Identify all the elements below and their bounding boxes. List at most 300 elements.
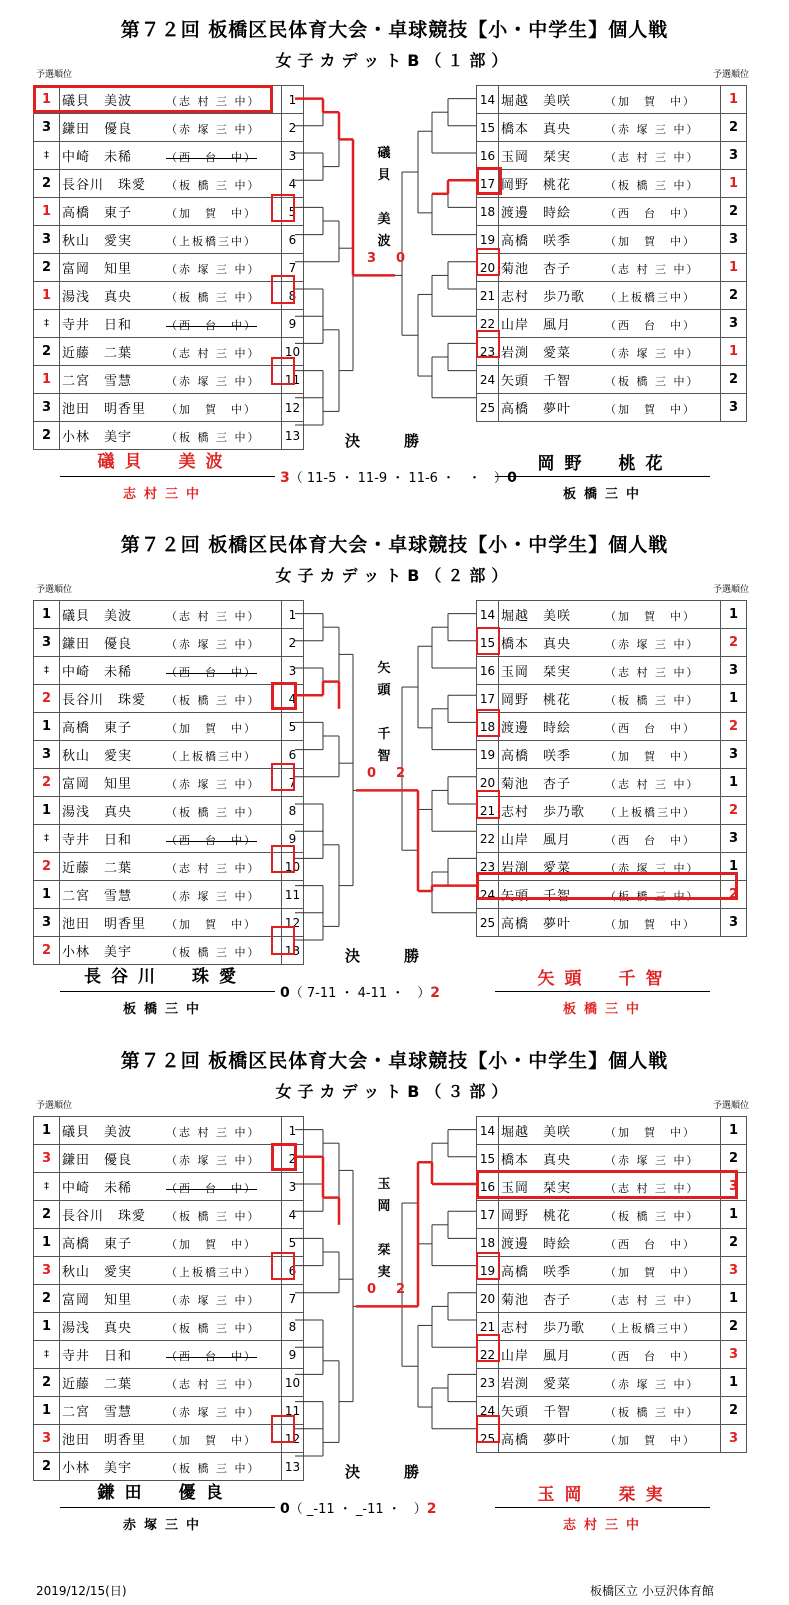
prelim-rank: 1 — [34, 713, 60, 741]
prelim-rank: 2 — [34, 254, 60, 282]
player-name: 湯浅 真央 — [62, 1321, 133, 1336]
draw-number: 17 — [477, 1201, 499, 1229]
prelim-rank: 3 — [721, 394, 747, 422]
draw-number: 25 — [477, 1425, 499, 1453]
player-school: （赤 塚 三 中） — [166, 1154, 261, 1167]
player-name: 山岸 風月 — [501, 1349, 572, 1364]
player-name: 池田 明香里 — [62, 402, 147, 417]
prelim-rank: 1 — [34, 86, 60, 114]
player-name: 二宮 雪慧 — [62, 374, 133, 389]
player-name: 岩渕 愛菜 — [501, 346, 572, 361]
draw-number: 8 — [282, 282, 304, 310]
draw-number: 7 — [282, 254, 304, 282]
player-school: （板 橋 三 中） — [166, 1322, 261, 1335]
prelim-rank: 3 — [721, 909, 747, 937]
draw-number: 3 — [282, 142, 304, 170]
draw-number: 24 — [477, 881, 499, 909]
player-name: 池田 明香里 — [62, 1433, 147, 1448]
player-school: （志 村 三 中） — [166, 1378, 261, 1391]
player-school: （加 賀 中） — [605, 403, 696, 416]
player-name: 礒貝 美波 — [62, 1125, 133, 1140]
player-school: （赤 塚 三 中） — [166, 890, 261, 903]
player-school: （赤 塚 三 中） — [605, 347, 700, 360]
player-name: 山岸 風月 — [501, 833, 572, 848]
draw-number: 23 — [477, 853, 499, 881]
champion-char: 千 — [377, 727, 391, 742]
prelim-rank: 2 — [34, 170, 60, 198]
player-name: 長谷川 珠愛 — [62, 1209, 147, 1224]
right-finalist-school: 志村三中 — [562, 1518, 647, 1533]
champion-char: 美 — [377, 212, 391, 227]
division-subtitle: 女子カデットB（２部） — [275, 566, 514, 585]
prelim-rank: 3 — [721, 310, 747, 338]
draw-number: 24 — [477, 366, 499, 394]
prelim-rank: 2 — [721, 797, 747, 825]
division-subtitle: 女子カデットB（３部） — [275, 1082, 514, 1101]
draw-number: 13 — [282, 937, 304, 965]
player-name: 中崎 未稀 — [62, 665, 133, 680]
player-school: （加 賀 中） — [605, 1434, 696, 1447]
draw-number: 21 — [477, 797, 499, 825]
prelim-rank: 1 — [34, 1313, 60, 1341]
divider — [495, 476, 710, 477]
prelim-rank: 1 — [34, 1117, 60, 1145]
prelim-rank: 3 — [721, 226, 747, 254]
player-name: 二宮 雪慧 — [62, 889, 133, 904]
final-label: 決勝 — [345, 947, 464, 965]
player-school: （西 台 中） — [605, 834, 696, 847]
player-name: 橋本 真央 — [501, 1153, 572, 1168]
prelim-rank: 1 — [721, 1285, 747, 1313]
player-school: （西 台 中） — [166, 151, 257, 164]
prelim-rank: 2 — [721, 366, 747, 394]
player-name: 堀越 美咲 — [501, 1125, 572, 1140]
draw-number: 6 — [282, 226, 304, 254]
rank-header: 予選順位 — [713, 1101, 750, 1111]
player-school: （志 村 三 中） — [605, 778, 700, 791]
semi-score-left: 3 — [367, 250, 377, 266]
player-school: （上板橋三中） — [605, 1322, 696, 1335]
player-name: 矢頭 千智 — [501, 1405, 572, 1420]
draw-number: 21 — [477, 282, 499, 310]
champion-char: 玉 — [377, 1177, 391, 1192]
prelim-rank: 2 — [721, 1397, 747, 1425]
prelim-rank: 2 — [34, 937, 60, 965]
draw-number: 25 — [477, 394, 499, 422]
final-score — [280, 467, 517, 486]
prelim-rank: 2 — [721, 629, 747, 657]
player-name: 岡野 桃花 — [501, 178, 572, 193]
draw-number: 4 — [282, 685, 304, 713]
champion-vertical-name — [374, 1174, 394, 1284]
draw-number: 6 — [282, 1257, 304, 1285]
player-school: （板 橋 三 中） — [605, 1210, 700, 1223]
right-finalist-school: 板橋三中 — [562, 1002, 647, 1017]
semi-score-left: 0 — [367, 765, 377, 781]
prelim-rank: 1 — [34, 198, 60, 226]
player-school: （加 賀 中） — [166, 722, 257, 735]
prelim-rank: 1 — [34, 1229, 60, 1257]
draw-number: 18 — [477, 713, 499, 741]
player-name: 渡邊 時絵 — [501, 1237, 572, 1252]
prelim-rank: 3 — [721, 657, 747, 685]
final-right-score: 2 — [430, 985, 441, 1001]
player-school: （西 台 中） — [166, 666, 257, 679]
champion-char: 矢 — [377, 661, 391, 676]
player-name: 高橋 東子 — [62, 206, 133, 221]
divider — [60, 1507, 275, 1508]
player-name: 高橋 東子 — [62, 721, 133, 736]
player-school: （加 賀 中） — [605, 235, 696, 248]
player-school: （志 村 三 中） — [605, 1182, 700, 1195]
draw-number: 3 — [282, 1173, 304, 1201]
prelim-rank: 3 — [34, 741, 60, 769]
player-name: 小林 美宇 — [62, 945, 133, 960]
prelim-rank: 3 — [721, 825, 747, 853]
prelim-rank: ‡ — [34, 657, 60, 685]
page-title: 第７２回 板橋区民体育大会・卓球競技【小・中学生】個人戦 — [120, 534, 669, 556]
player-school: （加 賀 中） — [605, 750, 696, 763]
player-name: 富岡 知里 — [62, 262, 133, 277]
player-name: 矢頭 千智 — [501, 374, 572, 389]
right-finalist-school: 板橋三中 — [562, 487, 647, 502]
player-name: 玉岡 栞実 — [501, 1181, 572, 1196]
prelim-rank: 2 — [34, 338, 60, 366]
final-left-score: 3 — [280, 470, 290, 486]
player-name: 菊池 杏子 — [501, 1293, 572, 1308]
prelim-rank: 1 — [34, 1397, 60, 1425]
prelim-rank: 2 — [721, 1313, 747, 1341]
draw-number: 23 — [477, 1369, 499, 1397]
prelim-rank: 2 — [721, 282, 747, 310]
rank-header: 予選順位 — [36, 70, 73, 80]
prelim-rank: 1 — [34, 282, 60, 310]
prelim-rank: 2 — [721, 1229, 747, 1257]
draw-number: 13 — [282, 422, 304, 450]
prelim-rank: 2 — [34, 769, 60, 797]
draw-number: 4 — [282, 1201, 304, 1229]
divider — [60, 476, 275, 477]
draw-number: 14 — [477, 1117, 499, 1145]
player-name: 礒貝 美波 — [62, 94, 133, 109]
champion-char: 波 — [377, 234, 391, 249]
player-school: （赤 塚 三 中） — [166, 778, 261, 791]
prelim-rank: 2 — [34, 853, 60, 881]
prelim-rank: ‡ — [34, 1341, 60, 1369]
final-score — [280, 1498, 437, 1517]
prelim-rank: 3 — [721, 1425, 747, 1453]
player-school: （赤 塚 三 中） — [605, 862, 700, 875]
player-name: 秋山 愛実 — [62, 749, 133, 764]
player-school: （板 橋 三 中） — [166, 1210, 261, 1223]
draw-number: 1 — [282, 601, 304, 629]
player-school: （加 賀 中） — [605, 610, 696, 623]
final-score — [280, 982, 440, 1001]
player-name: 鎌田 優良 — [62, 1153, 133, 1168]
draw-number: 18 — [477, 198, 499, 226]
player-name: 志村 歩乃歌 — [501, 1321, 586, 1336]
final-right-score: 2 — [426, 1501, 437, 1517]
player-name: 富岡 知里 — [62, 1293, 133, 1308]
player-name: 寺井 日和 — [62, 318, 133, 333]
player-name: 近藤 二葉 — [62, 346, 133, 361]
prelim-rank: 1 — [721, 769, 747, 797]
prelim-rank: 2 — [34, 422, 60, 450]
draw-number: 16 — [477, 657, 499, 685]
divider — [495, 991, 710, 992]
prelim-rank: 3 — [721, 1257, 747, 1285]
draw-number: 16 — [477, 142, 499, 170]
prelim-rank: 1 — [34, 601, 60, 629]
rank-header: 予選順位 — [713, 70, 750, 80]
page-title: 第７２回 板橋区民体育大会・卓球競技【小・中学生】個人戦 — [120, 1050, 669, 1072]
player-name: 長谷川 珠愛 — [62, 178, 147, 193]
rank-header: 予選順位 — [713, 585, 750, 595]
champion-char: 礒 — [377, 146, 391, 161]
right-finalist: 玉岡 栞実 — [537, 1485, 673, 1505]
player-school: （板 橋 三 中） — [166, 1462, 261, 1475]
player-school: （加 賀 中） — [605, 1126, 696, 1139]
player-school: （上板橋三中） — [166, 235, 257, 248]
player-name: 志村 歩乃歌 — [501, 290, 586, 305]
draw-number: 3 — [282, 657, 304, 685]
champion-vertical-name — [374, 658, 394, 768]
champion-char: 実 — [377, 1265, 391, 1280]
draw-number: 2 — [282, 114, 304, 142]
player-name: 寺井 日和 — [62, 1349, 133, 1364]
prelim-rank: 3 — [34, 226, 60, 254]
player-school: （加 賀 中） — [605, 918, 696, 931]
draw-number: 20 — [477, 254, 499, 282]
player-name: 渡邊 時絵 — [501, 206, 572, 221]
draw-number: 4 — [282, 170, 304, 198]
player-name: 中崎 未稀 — [62, 1181, 133, 1196]
player-school: （上板橋三中） — [166, 1266, 257, 1279]
player-school: （板 橋 三 中） — [605, 1406, 700, 1419]
prelim-rank: 3 — [721, 1341, 747, 1369]
final-right-score: 0 — [507, 470, 517, 486]
prelim-rank: 3 — [34, 629, 60, 657]
player-school: （板 橋 三 中） — [605, 179, 700, 192]
player-name: 山岸 風月 — [501, 318, 572, 333]
player-school: （赤 塚 三 中） — [605, 638, 700, 651]
player-name: 富岡 知里 — [62, 777, 133, 792]
player-school: （上板橋三中） — [166, 750, 257, 763]
draw-number: 25 — [477, 909, 499, 937]
draw-number: 8 — [282, 1313, 304, 1341]
player-school: （志 村 三 中） — [166, 347, 261, 360]
draw-number: 12 — [282, 909, 304, 937]
player-name: 高橋 夢叶 — [501, 917, 572, 932]
prelim-rank: 1 — [721, 853, 747, 881]
player-school: （板 橋 三 中） — [166, 694, 261, 707]
player-school: （赤 塚 三 中） — [166, 1294, 261, 1307]
player-name: 堀越 美咲 — [501, 609, 572, 624]
left-finalist: 長谷川 珠愛 — [84, 967, 246, 987]
player-school: （志 村 三 中） — [605, 151, 700, 164]
player-school: （西 台 中） — [166, 1182, 257, 1195]
champion-char: 頭 — [377, 683, 391, 698]
draw-number: 22 — [477, 1341, 499, 1369]
player-school: （加 賀 中） — [166, 1434, 257, 1447]
player-name: 中崎 未稀 — [62, 150, 133, 165]
semi-score-left: 0 — [367, 1281, 377, 1297]
prelim-rank: 2 — [721, 713, 747, 741]
champion-char: 栞 — [377, 1243, 391, 1258]
bracket-section — [0, 530, 789, 1070]
draw-number: 10 — [282, 338, 304, 366]
prelim-rank: 1 — [721, 1369, 747, 1397]
player-school: （赤 塚 三 中） — [166, 638, 261, 651]
semi-score-right: 2 — [396, 765, 406, 781]
bracket-section — [0, 15, 789, 555]
divider — [60, 991, 275, 992]
draw-number: 15 — [477, 1145, 499, 1173]
draw-number: 9 — [282, 1341, 304, 1369]
player-school: （加 賀 中） — [166, 1238, 257, 1251]
prelim-rank: 1 — [721, 254, 747, 282]
player-school: （志 村 三 中） — [166, 1126, 261, 1139]
draw-number: 2 — [282, 1145, 304, 1173]
prelim-rank: ‡ — [34, 142, 60, 170]
player-school: （志 村 三 中） — [605, 666, 700, 679]
draw-number: 17 — [477, 170, 499, 198]
player-name: 橋本 真央 — [501, 122, 572, 137]
footer-venue: 板橋区立 小豆沢体育館 — [590, 1584, 714, 1598]
page-title: 第７２回 板橋区民体育大会・卓球競技【小・中学生】個人戦 — [120, 19, 669, 41]
draw-number: 24 — [477, 1397, 499, 1425]
semi-score-right: 0 — [396, 250, 406, 266]
player-name: 小林 美宇 — [62, 1461, 133, 1476]
prelim-rank: 2 — [721, 198, 747, 226]
prelim-rank: 1 — [34, 366, 60, 394]
player-school: （西 台 中） — [605, 1238, 696, 1251]
champion-vertical-name — [374, 143, 394, 253]
semi-score-right: 2 — [396, 1281, 406, 1297]
player-school: （赤 塚 三 中） — [166, 375, 261, 388]
player-school: （志 村 三 中） — [166, 95, 261, 108]
prelim-rank: 3 — [721, 741, 747, 769]
draw-number: 10 — [282, 1369, 304, 1397]
draw-number: 7 — [282, 769, 304, 797]
player-name: 矢頭 千智 — [501, 889, 572, 904]
draw-number: 9 — [282, 825, 304, 853]
left-finalist-school: 志村三中 — [122, 487, 207, 502]
prelim-rank: 2 — [34, 1453, 60, 1481]
draw-number: 5 — [282, 198, 304, 226]
prelim-rank: 3 — [721, 142, 747, 170]
final-game-scores: （ 11-5 ・ 11-9 ・ 11-6 ・ ・ ） — [289, 471, 508, 486]
champion-char: 貝 — [377, 168, 391, 183]
prelim-rank: ‡ — [34, 825, 60, 853]
draw-number: 11 — [282, 366, 304, 394]
draw-number: 1 — [282, 1117, 304, 1145]
player-school: （西 台 中） — [605, 722, 696, 735]
player-school: （赤 塚 三 中） — [605, 1378, 700, 1391]
division-subtitle: 女子カデットB（１部） — [275, 51, 514, 70]
prelim-rank: 2 — [721, 881, 747, 909]
left-finalist: 礒貝 美波 — [97, 452, 233, 472]
player-school: （西 台 中） — [166, 319, 257, 332]
prelim-rank: 1 — [721, 86, 747, 114]
player-name: 菊池 杏子 — [501, 262, 572, 277]
draw-number: 19 — [477, 741, 499, 769]
player-name: 池田 明香里 — [62, 917, 147, 932]
draw-number: 11 — [282, 1397, 304, 1425]
player-name: 小林 美宇 — [62, 430, 133, 445]
draw-number: 15 — [477, 629, 499, 657]
left-finalist-school: 板橋三中 — [122, 1002, 207, 1017]
draw-number: 20 — [477, 769, 499, 797]
draw-number: 10 — [282, 853, 304, 881]
player-school: （赤 塚 三 中） — [166, 263, 261, 276]
player-school: （赤 塚 三 中） — [166, 1406, 261, 1419]
draw-number: 5 — [282, 713, 304, 741]
player-name: 高橋 咲季 — [501, 1265, 572, 1280]
draw-number: 14 — [477, 601, 499, 629]
prelim-rank: 3 — [34, 394, 60, 422]
prelim-rank: 2 — [34, 1369, 60, 1397]
right-finalist: 岡野 桃花 — [537, 454, 673, 474]
draw-number: 13 — [282, 1453, 304, 1481]
divider — [495, 1507, 710, 1508]
player-school: （西 台 中） — [605, 319, 696, 332]
prelim-rank: ‡ — [34, 310, 60, 338]
left-finalist: 鎌田 優良 — [97, 1483, 233, 1503]
player-school: （赤 塚 三 中） — [605, 123, 700, 136]
player-name: 鎌田 優良 — [62, 637, 133, 652]
final-game-scores: （ 7-11 ・ 4-11 ・ ） — [289, 986, 431, 1001]
footer-date: 2019/12/15(日) — [36, 1584, 127, 1598]
prelim-rank: 1 — [721, 170, 747, 198]
final-game-scores: （ _-11 ・ _-11 ・ ） — [289, 1502, 427, 1517]
player-school: （志 村 三 中） — [605, 263, 700, 276]
player-name: 高橋 夢叶 — [501, 402, 572, 417]
prelim-rank: 1 — [721, 601, 747, 629]
player-school: （板 橋 三 中） — [166, 431, 261, 444]
player-name: 高橋 東子 — [62, 1237, 133, 1252]
left-finalist-school: 赤塚三中 — [122, 1518, 207, 1533]
player-name: 岩渕 愛菜 — [501, 1377, 572, 1392]
draw-number: 12 — [282, 1425, 304, 1453]
final-label: 決勝 — [345, 432, 464, 450]
player-school: （上板橋三中） — [605, 806, 696, 819]
player-school: （板 橋 三 中） — [605, 375, 700, 388]
player-school: （志 村 三 中） — [166, 862, 261, 875]
draw-number: 2 — [282, 629, 304, 657]
player-school: （志 村 三 中） — [605, 1294, 700, 1307]
draw-number: 23 — [477, 338, 499, 366]
player-school: （板 橋 三 中） — [166, 806, 261, 819]
player-name: 礒貝 美波 — [62, 609, 133, 624]
player-school: （板 橋 三 中） — [605, 890, 700, 903]
player-name: 二宮 雪慧 — [62, 1405, 133, 1420]
draw-number: 6 — [282, 741, 304, 769]
prelim-rank: 2 — [721, 1145, 747, 1173]
player-school: （赤 塚 三 中） — [166, 123, 261, 136]
player-name: 玉岡 栞実 — [501, 150, 572, 165]
draw-number: 1 — [282, 86, 304, 114]
player-name: 玉岡 栞実 — [501, 665, 572, 680]
player-name: 岡野 桃花 — [501, 693, 572, 708]
player-name: 渡邊 時絵 — [501, 721, 572, 736]
draw-number: 7 — [282, 1285, 304, 1313]
prelim-rank: 3 — [34, 1145, 60, 1173]
player-school: （西 台 中） — [166, 1350, 257, 1363]
prelim-rank: 3 — [34, 114, 60, 142]
prelim-rank: 3 — [34, 909, 60, 937]
player-school: （西 台 中） — [166, 834, 257, 847]
